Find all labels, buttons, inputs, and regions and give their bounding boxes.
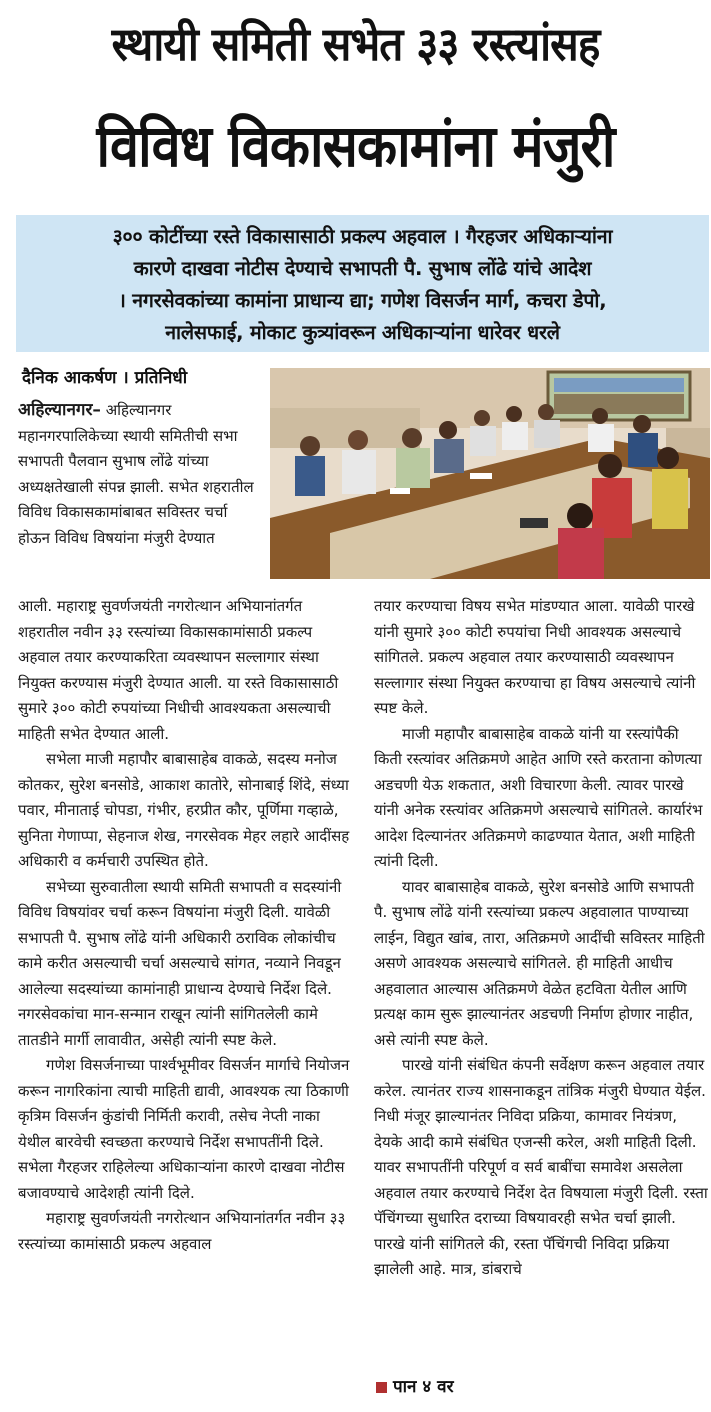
article-paragraph: अहिल्यानगर महानगरपालिकेच्या स्थायी समितीची सभा सभापती पैलवान सुभाष लोंढे यांच्या अध्यक्षतेखाली संपन्न झाली. सभेत शहरातील विविध विकासकामांबाबत सविस्तर चर्चा होऊन विविध विषयांना मंजुरी देण्यात [18, 401, 254, 547]
dateline: अहिल्यानगर– [18, 400, 101, 420]
square-bullet-icon [376, 1382, 387, 1393]
article-paragraph: माजी महापौर बाबासाहेब वाकळे यांनी या रस्त्यांपैकी किती रस्त्यांवर अतिक्रमणे आहेत आणि रस्ते करताना कोणत्या अडचणी येऊ शकतात, अशी विचारणा केली. त्यावर पारखे यांनी अनेक रस्त्यांवर अतिक्रमणे असल्याचे सांगितले. कार्यारंभ आदेश दिल्यानंतर अतिक्रमणे काढण्यात येतात, अशी माहिती त्यांनी दिली. [374, 724, 703, 870]
article-paragraph: आली. महाराष्ट्र सुवर्णजयंती नगरोत्थान अभियानांतर्गत शहरातील नवीन ३३ रस्त्यांच्या विकासकामांसाठी प्रकल्प अहवाल तयार करण्याकरिता व्यवस्थापन सल्लागार संस्था नियुक्त करण्यास मंजुरी देण्यात आली. या रस्ते विकासासाठी सुमारे ३०० कोटी रुपयांच्या निधीची आवश्यकता असल्याची माहिती सभेत देण्यात आली. [18, 597, 339, 743]
meeting-photo-illustration [270, 368, 710, 579]
article-paragraph: तयार करण्याचा विषय सभेत मांडण्यात आला. यावेळी पारखे यांनी सुमारे ३०० कोटी रुपयांचा निधी आवश्यक असल्याचे सांगितले. प्रकल्प अहवाल तयार करण्यासाठी व्यवस्थापन सल्लागार संस्था नियुक्त करण्याचा हा विषय असल्याचे त्यांनी स्पष्ट केले. [374, 597, 696, 717]
headline-line-2: विविध विकासकामांना मंजुरी [96, 112, 615, 180]
deck-line: कारणे दाखवा नोटीस देण्याचे सभापती पै. सुभाष लोंढे यांचे आदेश [133, 257, 592, 280]
article-paragraph: पारखे यांनी संबंधित कंपनी सर्वेक्षण करून अहवाल तयार करेल. त्यानंतर राज्य शासनाकडून तांत्रिक मंजुरी घेण्यात येईल. निधी मंजूर झाल्यानंतर निविदा प्रक्रिया, कामावर नियंत्रण, देयके आदी कामे संबंधित एजन्सी करेल, अशी माहिती दिली. यावर सभापतींनी परिपूर्ण व सर्व बाबींचा समावेश असलेला अहवाल तयार करण्याचे निर्देश देत विषयाला मंजुरी दिली. रस्ता पॅचिंगच्या सुधारित दराच्या विषयावरही सभेत चर्चा झाली. पारखे यांनी सांगितले की, रस्ता पॅचिंगची निविदा प्रक्रिया झालेली आहे. मात्र, डांबराचे [374, 1056, 708, 1278]
deck-summary-box [16, 215, 709, 352]
article-paragraph: यावर बाबासाहेब वाकळे, सुरेश बनसोडे आणि सभापती पै. सुभाष लोंढे यांनी रस्त्यांच्या प्रकल्प अहवालात पाण्याच्या लाईन, विद्युत खांब, तारा, अतिक्रमणे आदींची सविस्तर माहिती असणे आवश्यक असल्याचे सांगितले. ही माहिती आधीच अहवालात आल्यास अतिक्रमणे वेळेत हटविता येतील आणि प्रत्यक्ष काम सुरू झाल्यानंतर अडचणी निर्माण होणार नाहीत, असे त्यांनी स्पष्ट केले. [374, 877, 705, 1049]
article-column-left-top [18, 398, 258, 551]
headline-line-1: स्थायी समिती सभेत ३३ रस्त्यांसह [111, 17, 600, 71]
deck-line: ३०० कोटींच्या रस्ते विकासासाठी प्रकल्प अहवाल । गैरहजर अधिकाऱ्यांना [112, 225, 613, 248]
meeting-photo [270, 368, 710, 579]
article-column-left [18, 594, 356, 1257]
deck-line: नालेसफाई, मोकाट कुत्र्यांवरून अधिकाऱ्यांना धारेवर धरले [165, 321, 560, 344]
deck-line: । नगरसेवकांच्या कामांना प्राधान्य द्या; गणेश विसर्जन मार्ग, कचरा डेपो, [118, 289, 607, 312]
article-paragraph: महाराष्ट्र सुवर्णजयंती नगरोत्थान अभियानांतर्गत नवीन ३३ रस्त्यांच्या कामांसाठी प्रकल्प अहवाल [18, 1209, 346, 1253]
byline: दैनिक आकर्षण । प्रतिनिधी [22, 368, 188, 388]
article-paragraph: गणेश विसर्जनाच्या पार्श्वभूमीवर विसर्जन मार्गाचे नियोजन करून नागरिकांना त्याची माहिती द्यावी, आवश्यक त्या ठिकाणी कृत्रिम विसर्जन कुंडांची निर्मिती करावी, तसेच नेप्ती नाका येथील बारवेची स्वच्छता करण्याचे निर्देश सभापतींनी दिले. सभेला गैरहजर राहिलेल्या अधिकाऱ्यांना कारणे दाखवा नोटीस बजावण्याचे आदेशही त्यांनी दिले. [18, 1056, 350, 1202]
continued-label: पान ४ वर [393, 1377, 454, 1397]
article-paragraph: सभेला माजी महापौर बाबासाहेब वाकळे, सदस्य मनोज कोतकर, सुरेश बनसोडे, आकाश कातोरे, सोनाबाई शिंदे, संध्या पवार, मीनाताई चोपडा, गंभीर, हरप्रीत कौर, पूर्णिमा गव्हाळे, सुनिता गेणाप्पा, सेहनाज शेख, नगरसेवक मेहर लहारे आदींसह अधिकारी व कर्मचारी उपस्थित होते. [18, 750, 350, 870]
article-column-right [374, 594, 708, 1283]
article-paragraph: सभेच्या सुरुवातीला स्थायी समिती सभापती व सदस्यांनी विविध विषयांवर चर्चा करून विषयांना मंजुरी दिली. यावेळी सभापती पै. सुभाष लोंढे यांनी अधिकारी ठराविक लोकांचीच कामे करीत असल्याची चर्चा असल्याचे सांगत, नव्याने निवडून आलेल्या सदस्यांच्या कामांनाही प्राधान्य देण्याचे निर्देश दिले. नगरसेवकांचा मान-सन्मान राखून त्यांनी सांगितलेली कामे तातडीने मार्गी लावावीत, असेही त्यांनी स्पष्ट केले. [18, 877, 342, 1049]
continued-on-page [376, 1374, 454, 1397]
